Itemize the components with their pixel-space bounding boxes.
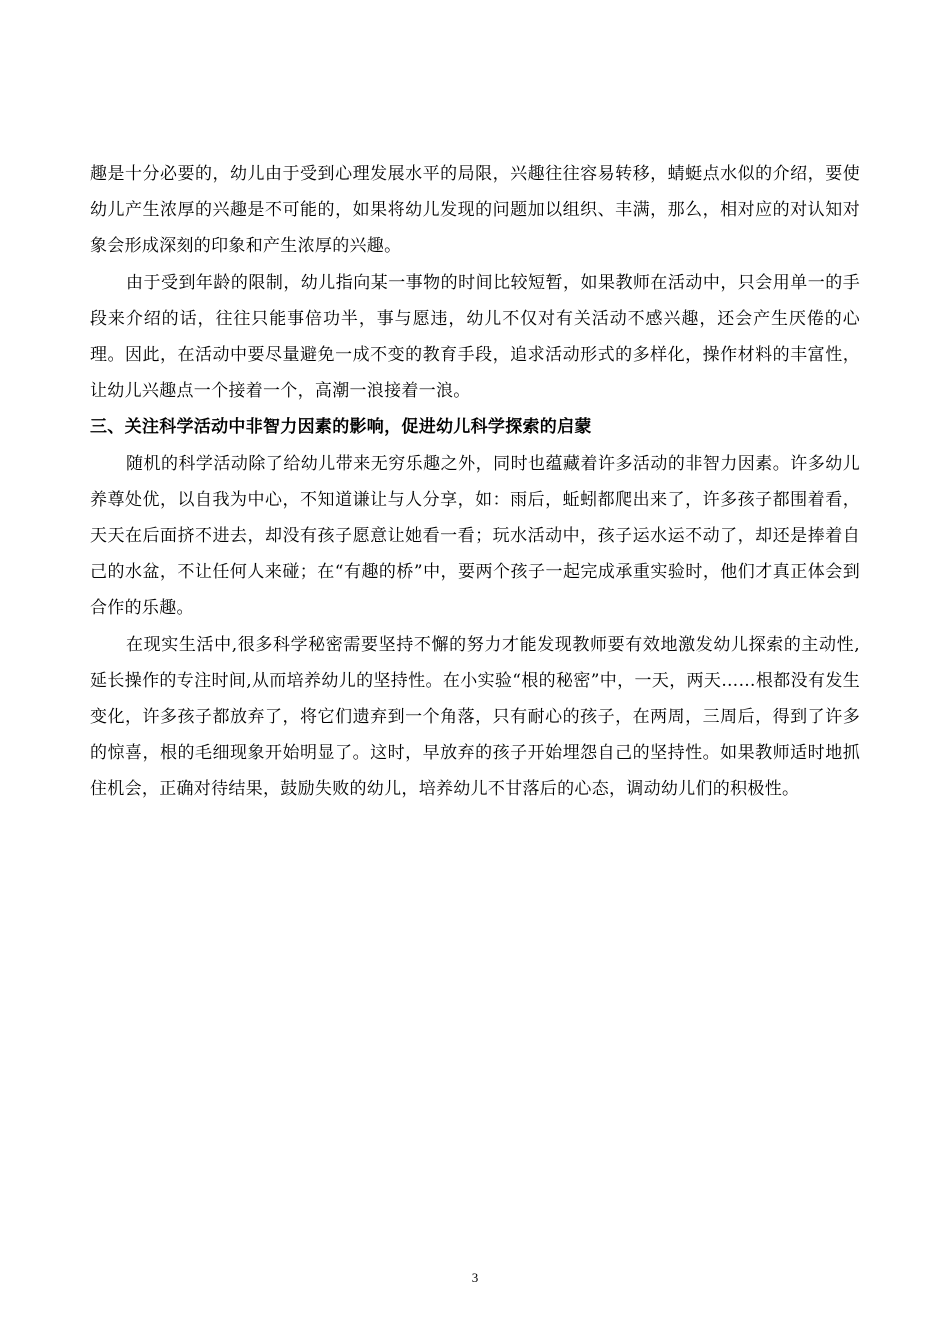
paragraph-random-activity: 随机的科学活动除了给幼儿带来无穷乐趣之外，同时也蕴藏着许多活动的非智力因素。许多幼儿养尊处优，以自我为中心，不知道谦让与人分享，如：雨后，蚯蚓都爬出来了，许多孩子都围着看，天天在后面挤不进去，却没有孩子愿意让她看一看；玩水活动中，孩子运水运不动了，却还是捧着自己的水盆，不让任何人来碰；在“有趣的桥”中，要两个孩子一起完成承重实验时，他们才真正体会到合作的乐趣。 — [90, 453, 860, 619]
page-number: 3 — [471, 1270, 479, 1285]
document-body — [90, 156, 860, 808]
paragraph-continued: 趣是十分必要的，幼儿由于受到心理发展水平的局限，兴趣往往容易转移，蜻蜓点水似的介绍，要使幼儿产生浓厚的兴趣是不可能的，如果将幼儿发现的问题加以组织、丰满，那么，相对应的对认知对象会形成深刻的印象和产生浓厚的兴趣。 — [90, 164, 860, 257]
section-heading: 三、关注科学活动中非智力因素的影响，促进幼儿科学探索的启蒙 — [90, 417, 592, 438]
paragraph-age-limit: 由于受到年龄的限制，幼儿指向某一事物的时间比较短暂，如果教师在活动中，只会用单一的手段来介绍的话，往往只能事倍功半，事与愿违，幼儿不仅对有关活动不感兴趣，还会产生厌倦的心理。因此，在活动中要尽量避免一成不变的教育手段，追求活动形式的多样化，操作材料的丰富性，让幼儿兴趣点一个接着一个，高潮一浪接着一浪。 — [90, 272, 860, 402]
paragraph-persistence: 在现实生活中,很多科学秘密需要坚持不懈的努力才能发现教师要有效地激发幼儿探索的主动性,延长操作的专注时间,从而培养幼儿的坚持性。在小实验“根的秘密”中，一天，两天……根都没有发生变化，许多孩子都放弃了，将它们遗弃到一个角落，只有耐心的孩子，在两周，三周后，得到了许多的惊喜，根的毛细现象开始明显了。这时，早放弃的孩子开始埋怨自己的坚持性。如果教师适时地抓住机会，正确对待结果，鼓励失败的幼儿，培养幼儿不甘落后的心态，调动幼儿们的积极性。 — [90, 634, 860, 800]
